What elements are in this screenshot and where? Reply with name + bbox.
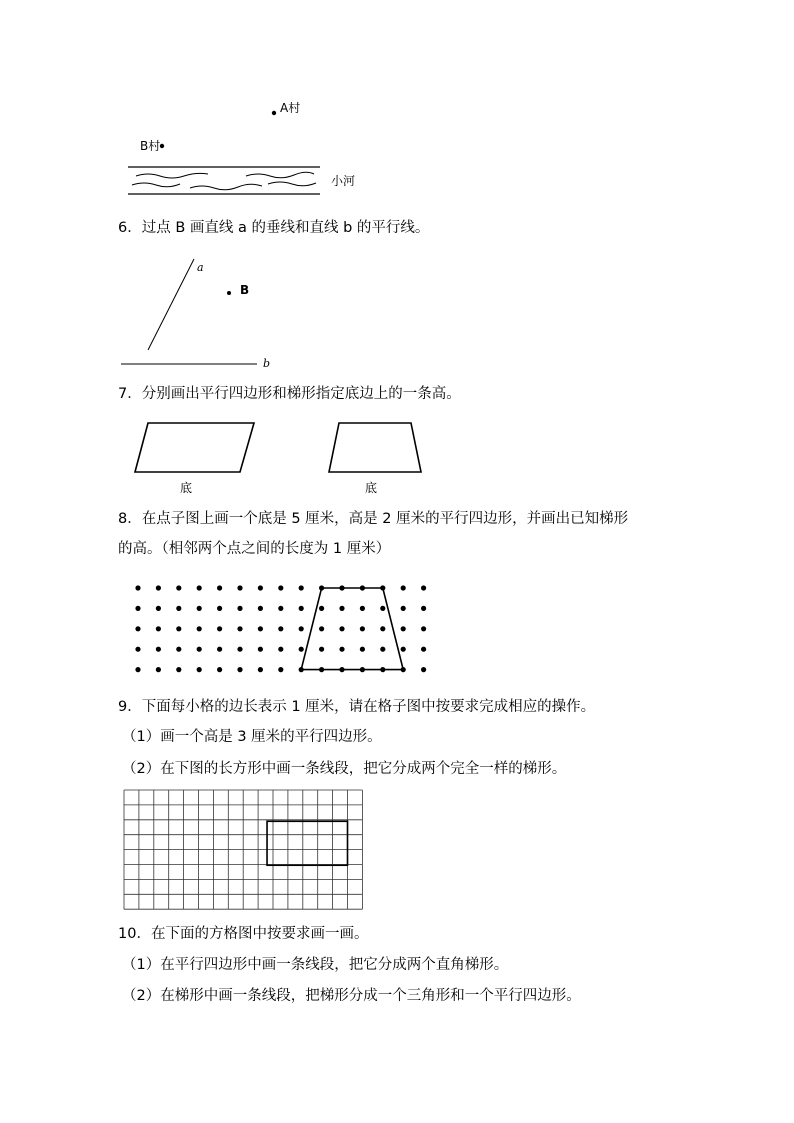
grid-dot — [421, 606, 426, 611]
grid-dot — [197, 667, 202, 672]
question-10-item-2: （2）在梯形中画一条线段，把梯形分成一个三角形和一个平行四边形。 — [122, 988, 581, 1004]
grid-dot — [299, 647, 304, 652]
question-10-item-1: （1）在平行四边形中画一条线段，把它分成两个直角梯形。 — [122, 957, 509, 973]
grid-dot — [176, 626, 181, 631]
village-a-label: A村 — [280, 101, 301, 115]
dot-grid-figure — [130, 580, 420, 680]
parallelogram-base-label: 底 — [180, 481, 193, 495]
grid-dot — [401, 626, 406, 631]
question-7-text: 7．分别画出平行四边形和梯形指定底边上的一条高。 — [118, 386, 461, 402]
grid-dot — [319, 647, 324, 652]
grid-dot — [217, 647, 222, 652]
grid-dot — [401, 585, 406, 590]
village-b-point — [159, 143, 165, 149]
grid-dot — [278, 585, 283, 590]
line-a — [140, 252, 200, 352]
village-b-label: B村 — [140, 139, 161, 153]
question-6-text: 6．过点 B 画直线 a 的垂线和直线 b 的平行线。 — [118, 220, 430, 236]
grid-dot — [339, 606, 344, 611]
grid-dot — [156, 647, 161, 652]
grid-dot — [339, 626, 344, 631]
given-rectangle — [267, 821, 347, 865]
grid-dot — [319, 606, 324, 611]
grid-dot — [156, 606, 161, 611]
question-9-item-2: （2）在下图的长方形中画一条线段，把它分成两个完全一样的梯形。 — [122, 761, 567, 777]
grid-dot — [217, 626, 222, 631]
grid-dot — [421, 667, 426, 672]
grid-dot — [278, 647, 283, 652]
grid-dot — [197, 626, 202, 631]
grid-dot — [197, 647, 202, 652]
trapezoid-base-label: 底 — [365, 481, 378, 495]
grid-dot — [339, 647, 344, 652]
grid-dot — [156, 585, 161, 590]
question-9-item-1: （1）画一个高是 3 厘米的平行四边形。 — [122, 729, 382, 745]
grid-dot — [360, 626, 365, 631]
grid-dot — [135, 606, 140, 611]
grid-dot — [319, 626, 324, 631]
grid-dot — [258, 647, 263, 652]
grid-dot — [258, 585, 263, 590]
question-8-line-1: 8．在点子图上画一个底是 5 厘米，高是 2 厘米的平行四边形，并画出已知梯形 — [118, 511, 629, 527]
grid-dot — [278, 667, 283, 672]
grid-dot — [258, 606, 263, 611]
grid-dot — [176, 585, 181, 590]
grid-dot — [258, 626, 263, 631]
grid-dot — [401, 606, 406, 611]
grid-dot — [135, 626, 140, 631]
grid-dot — [299, 585, 304, 590]
grid-dot — [360, 606, 365, 611]
line-a-label: a — [197, 261, 204, 274]
grid-dot — [135, 647, 140, 652]
grid-dot — [156, 626, 161, 631]
grid-dot — [380, 626, 385, 631]
parallelogram-shape — [134, 420, 259, 475]
grid-dot — [217, 667, 222, 672]
grid-dot — [380, 647, 385, 652]
grid-dot — [237, 626, 242, 631]
grid-dot — [176, 667, 181, 672]
given-trapezoid — [301, 588, 403, 670]
grid-dot — [360, 647, 365, 652]
grid-dot — [176, 606, 181, 611]
village-a-point — [271, 110, 277, 116]
grid-dot — [237, 606, 242, 611]
grid-dot — [135, 585, 140, 590]
line-b-label: b — [263, 357, 271, 370]
question-9-text: 9．下面每小格的边长表示 1 厘米，请在格子图中按要求完成相应的操作。 — [118, 699, 596, 715]
grid-dot — [299, 626, 304, 631]
river-drawing — [128, 162, 328, 202]
grid-dot — [401, 647, 406, 652]
grid-dot — [217, 585, 222, 590]
grid-dot — [197, 585, 202, 590]
grid-dot — [278, 626, 283, 631]
grid-dot — [156, 667, 161, 672]
grid-dot — [421, 647, 426, 652]
grid-dot — [237, 585, 242, 590]
grid-dot — [421, 585, 426, 590]
grid-dot — [278, 606, 283, 611]
trapezoid-shape — [327, 420, 427, 475]
grid-dot — [421, 626, 426, 631]
grid-dot — [299, 606, 304, 611]
square-grid-figure — [122, 788, 367, 913]
grid-dot — [380, 606, 385, 611]
point-b-label: B — [240, 283, 250, 297]
grid-dot — [176, 647, 181, 652]
grid-dot — [197, 606, 202, 611]
line-b — [121, 363, 261, 367]
river-label: 小河 — [331, 174, 356, 188]
grid-dot — [237, 647, 242, 652]
grid-dot — [237, 667, 242, 672]
grid-dot — [135, 667, 140, 672]
grid-dot — [258, 667, 263, 672]
question-10-text: 10．在下面的方格图中按要求画一画。 — [118, 926, 369, 942]
question-8-line-2: 的高。（相邻两个点之间的长度为 1 厘米） — [118, 541, 391, 557]
point-b-dot — [226, 290, 232, 296]
grid-dot — [217, 606, 222, 611]
